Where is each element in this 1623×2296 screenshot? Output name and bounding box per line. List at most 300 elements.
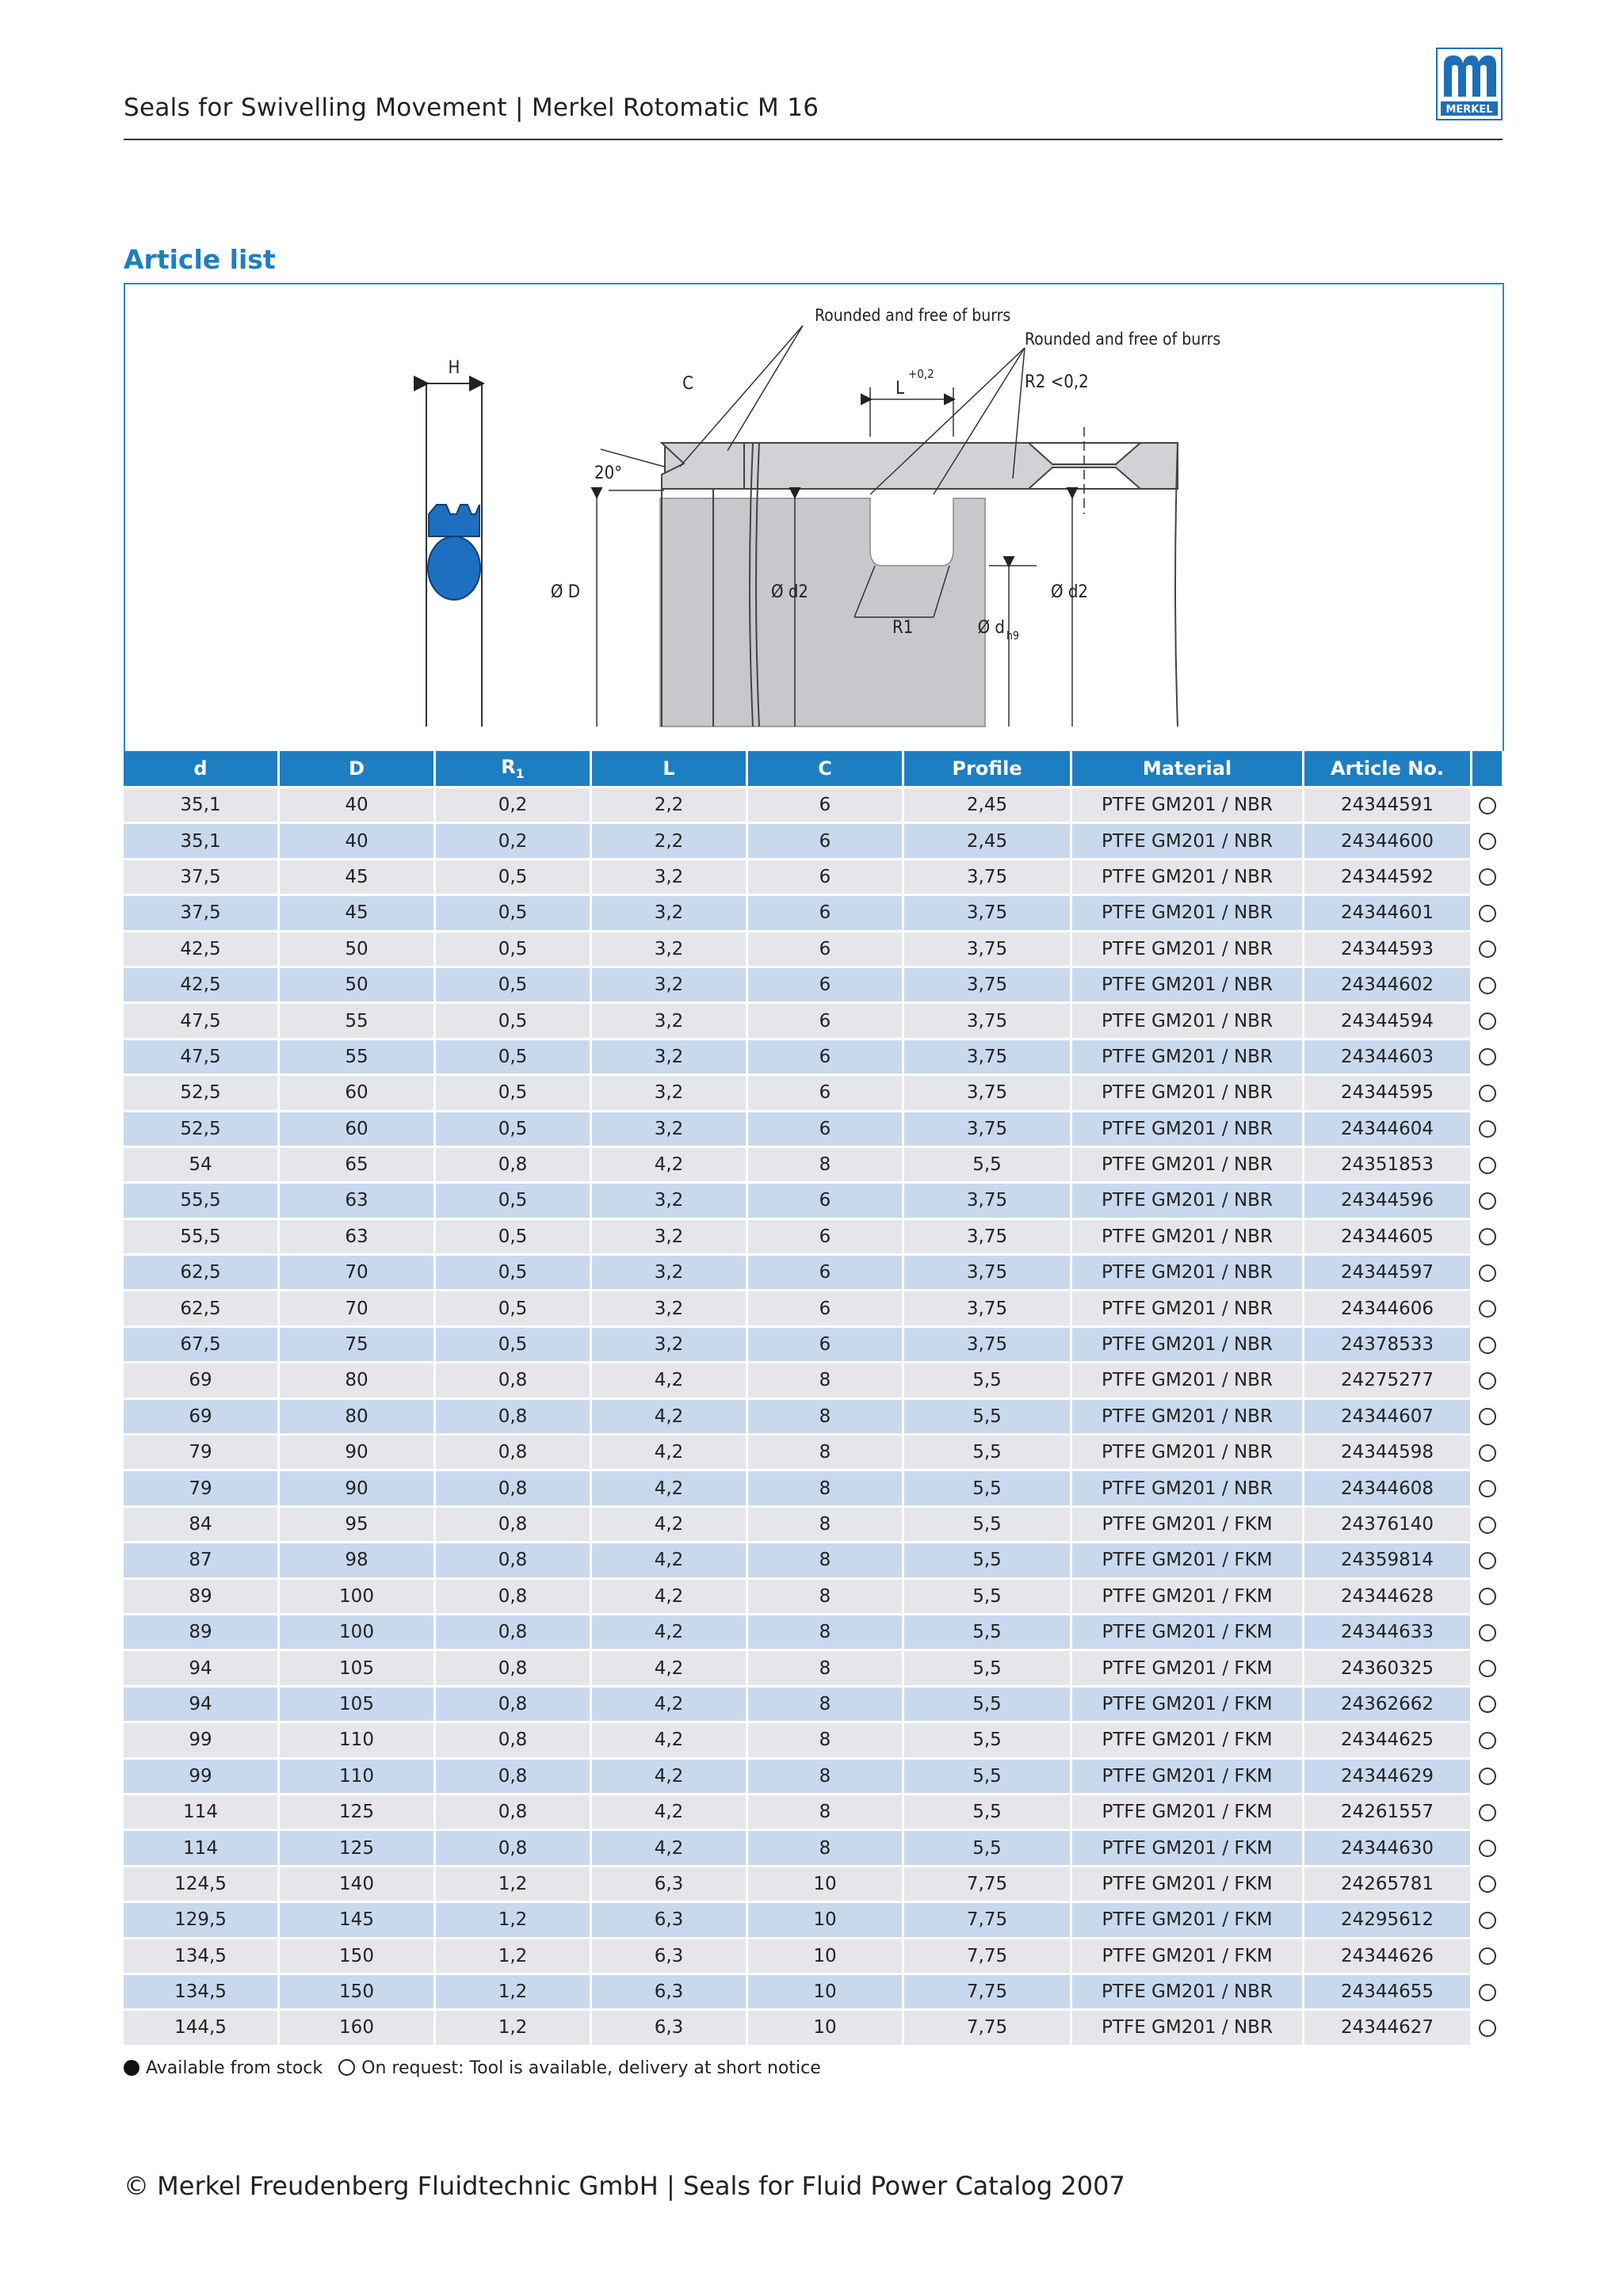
table-row	[124, 1469, 1504, 1505]
on-request-circle-icon	[1479, 1768, 1496, 1785]
on-request-circle-icon	[1479, 1695, 1496, 1713]
page-footer: © Merkel Freudenberg Fluidtechnic GmbH | Seals for Fluid Power Catalog 2007	[124, 2171, 1125, 2201]
cell-l: 4,2	[592, 1577, 748, 1613]
cell-availability	[1472, 1829, 1504, 1864]
article-table	[124, 751, 1504, 2045]
col-header-availability	[1472, 751, 1504, 786]
cell-material: PTFE GM201 / FKM	[1072, 1577, 1304, 1613]
cell-material: PTFE GM201 / FKM	[1072, 1937, 1304, 1973]
cell-d-outer: 55	[280, 1038, 436, 1074]
cell-article-no: 24344597	[1304, 1253, 1472, 1289]
cell-article-no: 24360325	[1304, 1649, 1472, 1684]
cell-material: PTFE GM201 / FKM	[1072, 1541, 1304, 1577]
cell-c: 6	[748, 1181, 904, 1217]
cell-r1: 0,2	[436, 786, 592, 822]
cell-article-no: 24378533	[1304, 1325, 1472, 1361]
header-rule	[124, 139, 1503, 140]
col-header-d: d	[124, 751, 280, 786]
cell-profile: 7,75	[904, 1937, 1072, 1973]
cell-article-no: 24344628	[1304, 1577, 1472, 1613]
on-request-circle-icon	[338, 2059, 355, 2076]
cell-article-no: 24344602	[1304, 966, 1472, 1001]
table-header-row	[124, 751, 1504, 786]
on-request-circle-icon	[1479, 1588, 1496, 1605]
cell-material: PTFE GM201 / NBR	[1072, 786, 1304, 822]
on-request-circle-icon	[1479, 868, 1496, 886]
cell-article-no: 24344629	[1304, 1757, 1472, 1793]
cell-l: 6,3	[592, 1865, 748, 1901]
cell-availability	[1472, 1074, 1504, 1109]
cell-d-outer: 65	[280, 1146, 436, 1181]
cell-d-outer: 100	[280, 1613, 436, 1649]
table-row	[124, 1505, 1504, 1541]
cell-profile: 5,5	[904, 1541, 1072, 1577]
cell-l: 4,2	[592, 1721, 748, 1756]
cell-l: 6,3	[592, 1937, 748, 1973]
cell-r1: 1,2	[436, 1865, 592, 1901]
cell-c: 6	[748, 1253, 904, 1289]
cell-availability	[1472, 1038, 1504, 1074]
cell-availability	[1472, 1110, 1504, 1146]
cell-d: 35,1	[124, 822, 280, 857]
cell-article-no: 24344591	[1304, 786, 1472, 822]
label-r1: R1	[892, 618, 914, 638]
cell-availability	[1472, 1001, 1504, 1037]
cell-availability	[1472, 1793, 1504, 1829]
cell-d: 62,5	[124, 1289, 280, 1325]
on-request-circle-icon	[1479, 1624, 1496, 1642]
cell-article-no: 24344594	[1304, 1001, 1472, 1037]
cell-material: PTFE GM201 / FKM	[1072, 1685, 1304, 1721]
label-diameter-d2-right: Ø d2	[1051, 582, 1089, 602]
cell-availability	[1472, 1901, 1504, 1936]
on-request-circle-icon	[1479, 1947, 1496, 1965]
cell-d: 69	[124, 1398, 280, 1433]
cell-l: 4,2	[592, 1146, 748, 1181]
cell-l: 4,2	[592, 1829, 748, 1864]
cell-article-no: 24344633	[1304, 1613, 1472, 1649]
table-row	[124, 1146, 1504, 1181]
cell-d-outer: 70	[280, 1289, 436, 1325]
cell-material: PTFE GM201 / NBR	[1072, 2008, 1304, 2044]
table-row	[124, 1865, 1504, 1901]
cell-c: 10	[748, 1937, 904, 1973]
cell-profile: 3,75	[904, 1074, 1072, 1109]
cell-article-no: 24344627	[1304, 2008, 1472, 2044]
cell-r1: 0,5	[436, 1074, 592, 1109]
cell-d: 144,5	[124, 2008, 280, 2044]
table-row	[124, 1074, 1504, 1109]
table-row	[124, 1757, 1504, 1793]
on-request-circle-icon	[1479, 1300, 1496, 1318]
cell-d: 37,5	[124, 858, 280, 894]
cell-d-outer: 70	[280, 1253, 436, 1289]
cell-l: 3,2	[592, 1181, 748, 1217]
cell-r1: 0,8	[436, 1398, 592, 1433]
cell-d: 47,5	[124, 1038, 280, 1074]
cell-c: 10	[748, 2008, 904, 2044]
cell-profile: 5,5	[904, 1361, 1072, 1397]
cell-availability	[1472, 1577, 1504, 1613]
cell-profile: 5,5	[904, 1398, 1072, 1433]
cell-d: 124,5	[124, 1865, 280, 1901]
label-l: L	[896, 379, 905, 399]
cell-l: 3,2	[592, 1110, 748, 1146]
cell-article-no: 24344625	[1304, 1721, 1472, 1756]
cell-d-outer: 90	[280, 1433, 436, 1469]
on-request-circle-icon	[1479, 1120, 1496, 1138]
cell-d-outer: 45	[280, 858, 436, 894]
label-r2: R2 <0,2	[1025, 372, 1089, 392]
cell-article-no: 24344605	[1304, 1218, 1472, 1253]
page-header-title: Seals for Swivelling Movement | Merkel Rotomatic M 16	[124, 93, 819, 122]
cell-article-no: 24344606	[1304, 1289, 1472, 1325]
cell-article-no: 24344596	[1304, 1181, 1472, 1217]
cell-availability	[1472, 1613, 1504, 1649]
cell-profile: 3,75	[904, 1218, 1072, 1253]
cell-d-outer: 50	[280, 930, 436, 966]
cell-r1: 0,5	[436, 966, 592, 1001]
cell-availability	[1472, 858, 1504, 894]
cell-c: 10	[748, 1973, 904, 2008]
cell-d: 99	[124, 1721, 280, 1756]
cell-availability	[1472, 1541, 1504, 1577]
cell-r1: 0,5	[436, 894, 592, 929]
cell-c: 8	[748, 1433, 904, 1469]
table-row	[124, 1253, 1504, 1289]
cell-availability	[1472, 1505, 1504, 1541]
cell-article-no: 24344593	[1304, 930, 1472, 966]
on-request-circle-icon	[1479, 2019, 1496, 2037]
merkel-logo	[1436, 48, 1503, 120]
cell-availability	[1472, 1253, 1504, 1289]
cell-d: 99	[124, 1757, 280, 1793]
table-row	[124, 1721, 1504, 1756]
cell-material: PTFE GM201 / NBR	[1072, 930, 1304, 966]
cell-l: 4,2	[592, 1398, 748, 1433]
cell-material: PTFE GM201 / NBR	[1072, 1074, 1304, 1109]
cell-availability	[1472, 786, 1504, 822]
on-request-circle-icon	[1479, 1444, 1496, 1462]
cell-l: 4,2	[592, 1361, 748, 1397]
technical-drawing	[124, 283, 1504, 753]
cell-d-outer: 110	[280, 1721, 436, 1756]
table-row	[124, 1001, 1504, 1037]
cell-profile: 3,75	[904, 894, 1072, 929]
label-diameter-dh9: Ø d	[977, 618, 1005, 638]
cell-r1: 0,8	[436, 1433, 592, 1469]
table-row	[124, 1793, 1504, 1829]
table-row	[124, 1829, 1504, 1864]
label-diameter-d2-left: Ø d2	[771, 582, 809, 602]
cell-material: PTFE GM201 / NBR	[1072, 966, 1304, 1001]
cell-availability	[1472, 1721, 1504, 1756]
cell-l: 3,2	[592, 1074, 748, 1109]
table-row	[124, 930, 1504, 966]
cell-r1: 0,5	[436, 1289, 592, 1325]
on-request-circle-icon	[1479, 1085, 1496, 1102]
seal-cross-section-icon	[426, 383, 482, 727]
cell-availability	[1472, 1973, 1504, 2008]
legend-available: Available from stock	[146, 2058, 323, 2078]
cell-c: 6	[748, 1218, 904, 1253]
cell-c: 8	[748, 1469, 904, 1505]
cell-profile: 5,5	[904, 1577, 1072, 1613]
cell-d: 55,5	[124, 1218, 280, 1253]
cell-material: PTFE GM201 / NBR	[1072, 1289, 1304, 1325]
cell-material: PTFE GM201 / NBR	[1072, 1973, 1304, 2008]
cell-material: PTFE GM201 / NBR	[1072, 1038, 1304, 1074]
cell-d: 94	[124, 1685, 280, 1721]
cell-d: 89	[124, 1613, 280, 1649]
cell-l: 4,2	[592, 1433, 748, 1469]
table-row	[124, 1613, 1504, 1649]
on-request-circle-icon	[1479, 1337, 1496, 1354]
cell-r1: 0,8	[436, 1577, 592, 1613]
cell-d: 52,5	[124, 1110, 280, 1146]
cell-d-outer: 75	[280, 1325, 436, 1361]
cell-article-no: 24344608	[1304, 1469, 1472, 1505]
table-row	[124, 822, 1504, 857]
cell-article-no: 24362662	[1304, 1685, 1472, 1721]
label-l-tol: +0,2	[908, 367, 934, 381]
cell-d: 134,5	[124, 1937, 280, 1973]
cell-l: 3,2	[592, 966, 748, 1001]
legend-on-request: On request: Tool is available, delivery at short notice	[361, 2058, 821, 2078]
cell-d: 89	[124, 1577, 280, 1613]
cell-l: 4,2	[592, 1541, 748, 1577]
cell-material: PTFE GM201 / NBR	[1072, 1325, 1304, 1361]
cell-l: 4,2	[592, 1757, 748, 1793]
on-request-circle-icon	[1479, 1516, 1496, 1534]
on-request-circle-icon	[1479, 1264, 1496, 1282]
cell-l: 3,2	[592, 1218, 748, 1253]
cell-l: 4,2	[592, 1613, 748, 1649]
on-request-circle-icon	[1479, 1480, 1496, 1497]
cell-article-no: 24344601	[1304, 894, 1472, 929]
on-request-circle-icon	[1479, 1192, 1496, 1210]
cell-profile: 5,5	[904, 1685, 1072, 1721]
cell-availability	[1472, 1218, 1504, 1253]
cell-c: 10	[748, 1901, 904, 1936]
cell-profile: 3,75	[904, 1289, 1072, 1325]
cell-d: 87	[124, 1541, 280, 1577]
cell-l: 6,3	[592, 1901, 748, 1936]
cell-profile: 5,5	[904, 1505, 1072, 1541]
table-row	[124, 1901, 1504, 1936]
cell-profile: 2,45	[904, 786, 1072, 822]
col-header-d-outer: D	[280, 751, 436, 786]
cell-profile: 3,75	[904, 1038, 1072, 1074]
table-row	[124, 966, 1504, 1001]
col-header-r1	[436, 751, 592, 786]
cell-d-outer: 55	[280, 1001, 436, 1037]
table-row	[124, 1218, 1504, 1253]
table-row	[124, 1685, 1504, 1721]
on-request-circle-icon	[1479, 1228, 1496, 1245]
table-row	[124, 2008, 1504, 2044]
cell-availability	[1472, 1937, 1504, 1973]
cell-material: PTFE GM201 / NBR	[1072, 1146, 1304, 1181]
cell-availability	[1472, 1685, 1504, 1721]
col-header-l: L	[592, 751, 748, 786]
cell-l: 3,2	[592, 894, 748, 929]
cell-availability	[1472, 1757, 1504, 1793]
cell-profile: 5,5	[904, 1829, 1072, 1864]
cell-c: 8	[748, 1721, 904, 1756]
col-header-article-no: Article No.	[1304, 751, 1472, 786]
cell-d: 42,5	[124, 966, 280, 1001]
cell-d: 114	[124, 1829, 280, 1864]
table-row	[124, 1289, 1504, 1325]
cell-c: 8	[748, 1829, 904, 1864]
table-row	[124, 1937, 1504, 1973]
cell-availability	[1472, 930, 1504, 966]
cell-r1: 1,2	[436, 1973, 592, 2008]
label-dh9-sub: h9	[1006, 630, 1019, 643]
cell-r1: 0,5	[436, 1181, 592, 1217]
cell-material: PTFE GM201 / NBR	[1072, 1361, 1304, 1397]
cell-l: 3,2	[592, 858, 748, 894]
cell-availability	[1472, 1469, 1504, 1505]
cell-d: 55,5	[124, 1181, 280, 1217]
cell-profile: 5,5	[904, 1649, 1072, 1684]
cell-d: 94	[124, 1649, 280, 1684]
cell-material: PTFE GM201 / FKM	[1072, 1505, 1304, 1541]
cell-d: 67,5	[124, 1325, 280, 1361]
on-request-circle-icon	[1479, 1840, 1496, 1857]
cell-availability	[1472, 822, 1504, 857]
cell-d: 47,5	[124, 1001, 280, 1037]
cell-d-outer: 100	[280, 1577, 436, 1613]
cell-profile: 2,45	[904, 822, 1072, 857]
col-header-profile: Profile	[904, 751, 1072, 786]
cell-material: PTFE GM201 / FKM	[1072, 1721, 1304, 1756]
cell-material: PTFE GM201 / NBR	[1072, 1253, 1304, 1289]
cell-article-no: 24261557	[1304, 1793, 1472, 1829]
available-dot-icon	[124, 2060, 139, 2076]
cell-r1: 0,5	[436, 1218, 592, 1253]
table-row	[124, 1110, 1504, 1146]
cell-c: 6	[748, 930, 904, 966]
on-request-circle-icon	[1479, 1984, 1496, 2001]
cell-c: 6	[748, 1001, 904, 1037]
cell-c: 8	[748, 1793, 904, 1829]
cell-r1: 0,8	[436, 1469, 592, 1505]
cell-profile: 3,75	[904, 1181, 1072, 1217]
cell-c: 6	[748, 786, 904, 822]
cell-d: 114	[124, 1793, 280, 1829]
cell-article-no: 24344592	[1304, 858, 1472, 894]
on-request-circle-icon	[1479, 905, 1496, 922]
cell-profile: 3,75	[904, 1325, 1072, 1361]
on-request-circle-icon	[1479, 1912, 1496, 1929]
cell-availability	[1472, 1649, 1504, 1684]
on-request-circle-icon	[1479, 1660, 1496, 1677]
cell-article-no: 24359814	[1304, 1541, 1472, 1577]
label-rounded-1: Rounded and free of burrs	[815, 306, 1011, 325]
cell-c: 6	[748, 894, 904, 929]
cell-article-no: 24275277	[1304, 1361, 1472, 1397]
cell-availability	[1472, 966, 1504, 1001]
col-header-r1-label: R	[501, 756, 516, 779]
label-diameter-d: Ø D	[550, 582, 580, 602]
cell-l: 4,2	[592, 1649, 748, 1684]
table-row	[124, 1973, 1504, 2008]
cell-c: 6	[748, 966, 904, 1001]
cell-r1: 0,8	[436, 1146, 592, 1181]
cell-r1: 0,5	[436, 1325, 592, 1361]
cell-availability	[1472, 1433, 1504, 1469]
cell-article-no: 24344600	[1304, 822, 1472, 857]
cell-l: 3,2	[592, 930, 748, 966]
table-row	[124, 1433, 1504, 1469]
cell-d-outer: 160	[280, 2008, 436, 2044]
legend	[124, 2058, 821, 2078]
table-row	[124, 1181, 1504, 1217]
cell-d-outer: 105	[280, 1649, 436, 1684]
cell-availability	[1472, 1289, 1504, 1325]
table-row	[124, 1361, 1504, 1397]
cell-d-outer: 140	[280, 1865, 436, 1901]
cell-c: 6	[748, 1325, 904, 1361]
cell-article-no: 24376140	[1304, 1505, 1472, 1541]
cell-material: PTFE GM201 / NBR	[1072, 1433, 1304, 1469]
housing-section-icon	[660, 443, 1178, 727]
cell-material: PTFE GM201 / NBR	[1072, 1001, 1304, 1037]
cell-d-outer: 45	[280, 894, 436, 929]
label-c: C	[682, 374, 693, 394]
cell-r1: 0,5	[436, 930, 592, 966]
cell-availability	[1472, 1325, 1504, 1361]
cell-profile: 5,5	[904, 1433, 1072, 1469]
cell-profile: 5,5	[904, 1613, 1072, 1649]
cell-d-outer: 110	[280, 1757, 436, 1793]
cell-material: PTFE GM201 / FKM	[1072, 1613, 1304, 1649]
cell-c: 8	[748, 1685, 904, 1721]
table-row	[124, 858, 1504, 894]
on-request-circle-icon	[1479, 977, 1496, 994]
on-request-circle-icon	[1479, 1875, 1496, 1893]
table-row	[124, 894, 1504, 929]
cell-article-no: 24344603	[1304, 1038, 1472, 1074]
cell-d-outer: 40	[280, 822, 436, 857]
cell-d-outer: 125	[280, 1829, 436, 1864]
cell-d: 79	[124, 1469, 280, 1505]
cell-profile: 5,5	[904, 1757, 1072, 1793]
cell-d: 69	[124, 1361, 280, 1397]
cell-d-outer: 80	[280, 1398, 436, 1433]
cell-availability	[1472, 2008, 1504, 2044]
cell-material: PTFE GM201 / FKM	[1072, 1865, 1304, 1901]
cell-l: 6,3	[592, 1973, 748, 2008]
cell-d: 79	[124, 1433, 280, 1469]
cell-c: 6	[748, 858, 904, 894]
logo-text: MERKEL	[1445, 104, 1493, 116]
cell-article-no: 24344655	[1304, 1973, 1472, 2008]
cell-c: 8	[748, 1146, 904, 1181]
on-request-circle-icon	[1479, 1372, 1496, 1390]
cell-c: 8	[748, 1757, 904, 1793]
on-request-circle-icon	[1479, 1732, 1496, 1749]
table-row	[124, 1398, 1504, 1433]
cell-profile: 3,75	[904, 1253, 1072, 1289]
cell-l: 3,2	[592, 1289, 748, 1325]
cell-d: 129,5	[124, 1901, 280, 1936]
cell-material: PTFE GM201 / NBR	[1072, 1469, 1304, 1505]
cell-profile: 7,75	[904, 1865, 1072, 1901]
cell-availability	[1472, 1398, 1504, 1433]
